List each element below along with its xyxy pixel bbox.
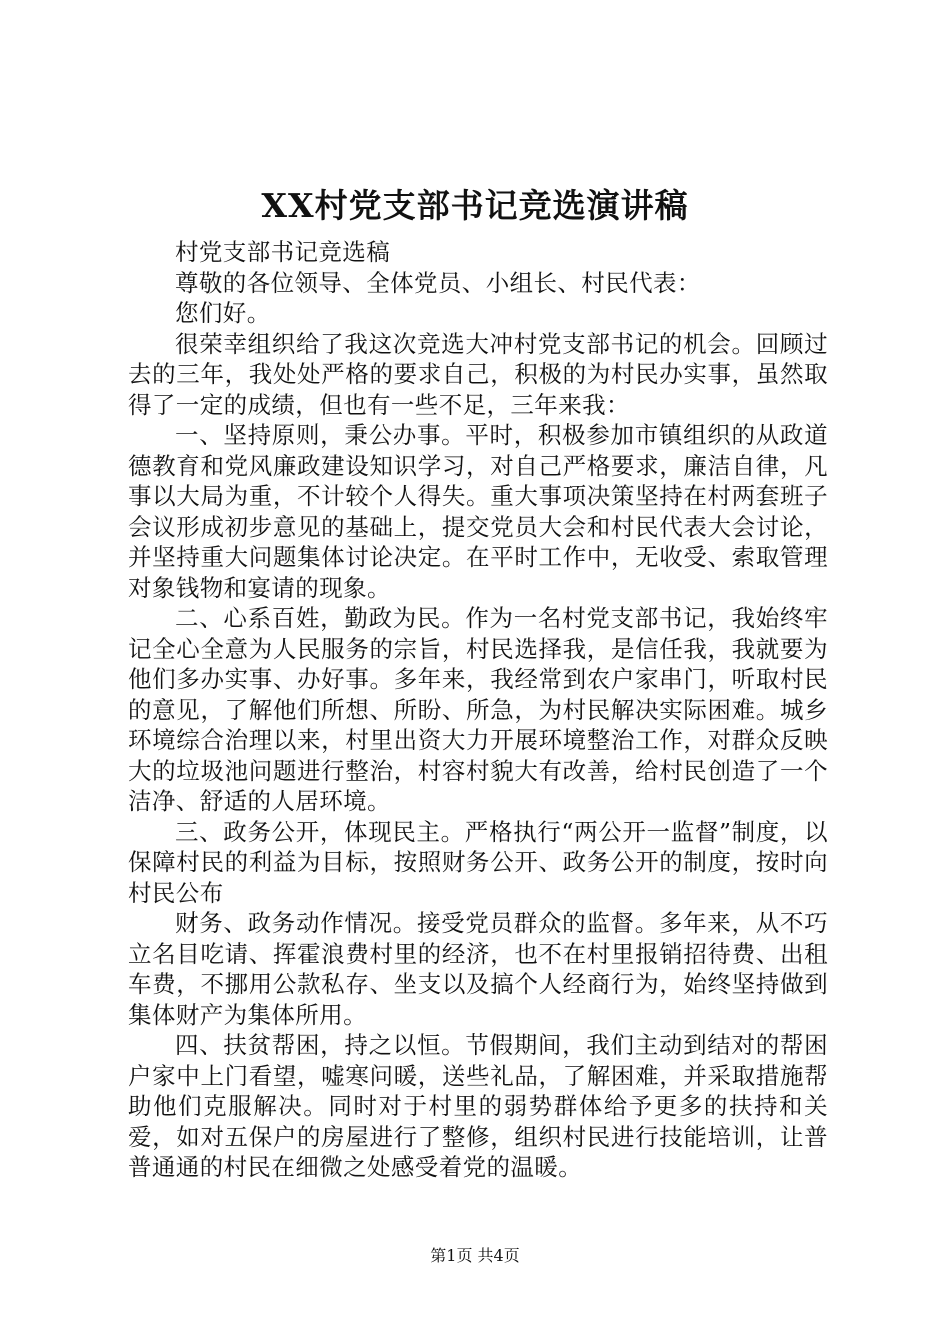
paragraph-greeting: 您们好。 [175,299,271,327]
paragraph-section-2: 二、心系百姓，勤政为民。作为一名村党支部书记，我始终牢记全心全意为人民服务的宗旨，村民选择我，是信任我，我就要为他们多办实事、办好事。多年来，我经常到农户家串门，听取村民的意见，了解他们所想、所盼、所急，为村民解决实际困难。城乡环境综合治理以来，村里出资大力开展环境整治工作，对群众反映大的垃圾池问题进行整治，村容村貌大有改善，给村民创造了一个洁净、舒适的人居环境。 [128,604,828,815]
paragraph-intro: 很荣幸组织给了我这次竞选大冲村党支部书记的机会。回顾过去的三年，我处处严格的要求自己，积极的为村民办实事，虽然取得了一定的成绩，但也有一些不足，三年来我： [128,329,828,419]
paragraph-section-1: 一、坚持原则，秉公办事。平时，积极参加市镇组织的从政道德教育和党风廉政建设知识学习，对自己严格要求，廉洁自律，凡事以大局为重，不计较个人得失。重大事项决策坚持在村两套班子会议形成初步意见的基础上，提交党员大会和村民代表大会讨论，并坚持重大问题集体讨论决定。在平时工作中，无收受、索取管理对象钱物和宴请的现象。 [128,421,828,602]
page-number-footer: 第1页 共4页 [430,1246,520,1265]
paragraph-section-4: 四、扶贫帮困，持之以恒。节假期间，我们主动到结对的帮困户家中上门看望，嘘寒问暖，送些礼品，了解困难，并采取措施帮助他们克服解决。同时对于村里的弱势群体给予更多的扶持和关爱，如对五保户的房屋进行了整修，组织村民进行技能培训，让普普通通的村民在细微之处感受着党的温暖。 [128,1031,828,1181]
paragraph-section-3: 三、政务公开，体现民主。严格执行“两公开一监督”制度，以保障村民的利益为目标，按照财务公开、政务公开的制度，按时向村民公布 [128,817,828,907]
document-body [128,237,828,1183]
document-title: XX村党支部书记竞选演讲稿 [261,186,689,225]
paragraph-heading-line: 村党支部书记竞选稿 [175,238,391,266]
paragraph-salutation: 尊敬的各位领导、全体党员、小组长、村民代表： [175,268,701,297]
paragraph-section-3-continued: 财务、政务动作情况。接受党员群众的监督。多年来，从不巧立名目吃请、挥霍浪费村里的经济，也不在村里报销招待费、出租车费，不挪用公款私存、坐支以及搞个人经商行为，始终坚持做到集体财产为集体所用。 [128,909,828,1029]
